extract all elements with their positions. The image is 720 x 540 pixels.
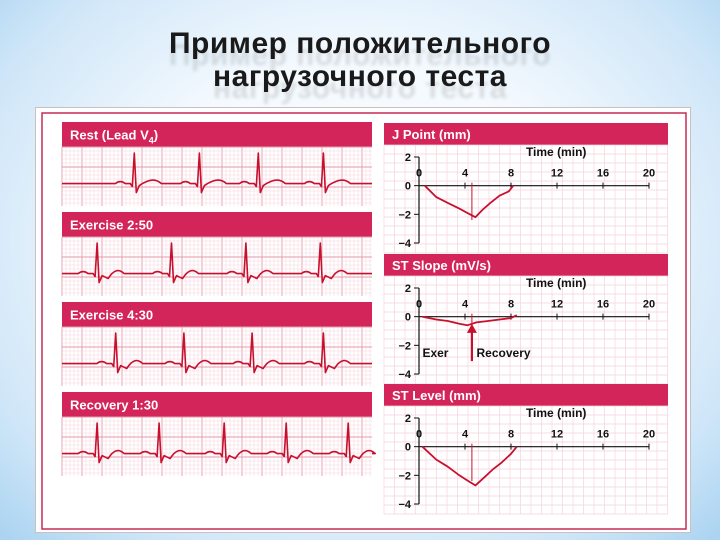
trend-chart (384, 384, 668, 514)
stress-test-figure (35, 107, 691, 533)
x-tick-label: 20 (642, 298, 656, 311)
annotation-label: Recovery (476, 345, 531, 360)
x-tick-label: 0 (415, 428, 423, 441)
x-axis-label: Time (min) (525, 276, 587, 290)
ecg-strip (62, 302, 372, 386)
ecg-strip (62, 122, 372, 206)
annotation-label: Exer (422, 345, 449, 360)
trend-chart (384, 123, 668, 253)
stress-test-graphic (36, 108, 692, 534)
ecg-strip (62, 392, 375, 476)
y-tick-label: −4 (398, 238, 411, 250)
y-tick-label: −4 (398, 499, 411, 511)
grid (384, 406, 668, 514)
panel-title: Recovery 1:30 (70, 397, 159, 413)
grid (62, 417, 372, 476)
x-tick-label: 12 (550, 428, 564, 441)
x-axis-label: Time (min) (525, 145, 587, 159)
grid (62, 327, 372, 386)
panel-title: ST Level (mm) (392, 388, 481, 403)
x-axis-label: Time (min) (525, 406, 587, 420)
x-tick-label: 8 (507, 167, 515, 180)
x-tick-label: 20 (642, 167, 656, 180)
trend-line (425, 186, 514, 218)
panel-title: Exercise 2:50 (70, 217, 154, 233)
slide-title-line1: Пример положительного (168, 27, 552, 60)
slide-title-line2: нагрузочного теста (213, 60, 507, 93)
y-tick-label: 0 (404, 311, 411, 324)
x-tick-label: 20 (642, 428, 656, 441)
x-tick-label: 8 (507, 298, 515, 311)
ecg-strip (62, 212, 372, 296)
trend-chart (384, 254, 668, 384)
x-tick-label: 16 (596, 428, 610, 441)
grid (384, 145, 668, 253)
x-tick-label: 16 (596, 167, 610, 180)
panel-title: J Point (mm) (392, 127, 471, 142)
x-tick-label: 8 (507, 428, 515, 441)
panel-title: ST Slope (mV/s) (392, 258, 491, 273)
panel-title: Rest (Lead $V_4$) (70, 127, 159, 146)
x-tick-label: 4 (461, 167, 469, 180)
y-tick-label: 0 (404, 441, 411, 454)
x-tick-label: 0 (415, 298, 423, 311)
y-tick-label: 2 (404, 283, 411, 295)
x-tick-label: 0 (415, 167, 423, 180)
x-tick-label: 4 (461, 428, 469, 441)
y-tick-label: −2 (398, 470, 411, 483)
x-tick-label: 12 (550, 167, 564, 180)
y-tick-label: −4 (398, 369, 411, 381)
y-tick-label: −2 (398, 209, 411, 222)
grid (62, 147, 372, 206)
x-tick-label: 16 (596, 298, 610, 311)
y-tick-label: 2 (404, 413, 411, 425)
x-tick-label: 4 (461, 298, 469, 311)
y-tick-label: −2 (398, 340, 411, 353)
y-tick-label: 2 (404, 152, 411, 164)
panel-title: Exercise 4:30 (70, 307, 154, 323)
x-tick-label: 12 (550, 298, 564, 311)
y-tick-label: 0 (404, 180, 411, 193)
grid (384, 276, 668, 384)
grid (62, 237, 372, 296)
